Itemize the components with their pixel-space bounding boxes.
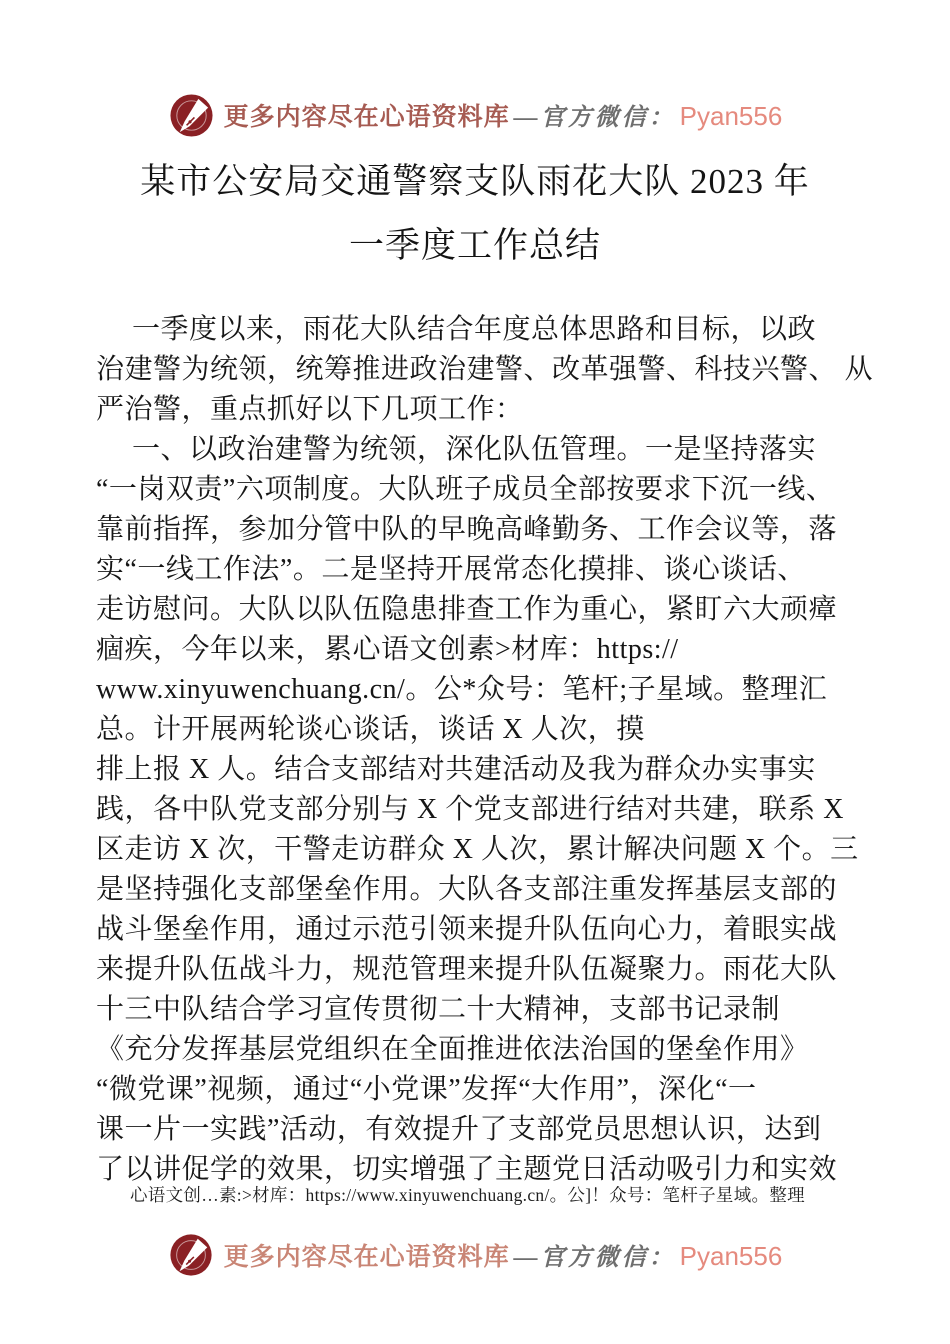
watermark-brand-text: 更多内容尽在心语资料库 <box>223 104 510 131</box>
body-line: 走访慰问。大队以队伍隐患排查工作为重心，紧盯六大顽瘴 <box>96 594 838 625</box>
body-line: “一岗双责”六项制度。大队班子成员全部按要求下沉一线、 <box>96 474 835 505</box>
watermark-label: —官方微信： <box>513 105 676 131</box>
body-line: 了以讲促学的效果，切实增强了主题党日活动吸引力和实效 <box>96 1154 838 1185</box>
watermark-wechat-id: Pyan556 <box>679 1241 783 1271</box>
body-line: 《充分发挥基层党组织在全面推进依法治国的堡垒作用》 <box>96 1034 809 1065</box>
body-line: 治建警为统领，统筹推进政治建警、改革强警、科技兴警、 从 <box>96 354 874 385</box>
pen-logo-icon <box>168 1232 215 1279</box>
body-line: 战斗堡垒作用，通过示范引领来提升队伍向心力，着眼实战 <box>96 914 838 945</box>
body-line: 课一片一实践”活动，有效提升了支部党员思想认识，达到 <box>96 1114 822 1145</box>
body-line: www.xinyuwenchuang.cn/。公*众号：笔杆;子星域。整理汇 <box>96 674 828 705</box>
body-line: 排上报 X 人。结合支部结对共建活动及我为群众办实事实 <box>96 754 816 785</box>
watermark-label: —官方微信： <box>513 1245 676 1271</box>
pen-logo-icon <box>168 92 215 139</box>
header-watermark <box>0 90 950 140</box>
document-body <box>96 310 874 1190</box>
watermark-wechat-id: Pyan556 <box>679 101 783 131</box>
footer-watermark <box>0 1230 950 1280</box>
footer-note: 心语文创…素:>材库：https://www.xinyuwenchuang.cn/。公]！众号：笔杆子星域。整理 <box>130 1185 805 1205</box>
body-line: “微党课”视频，通过“小党课”发挥“大作用”，深化“一 <box>96 1074 757 1105</box>
body-line: 总。计开展两轮谈心谈话，谈话 X 人次，摸 <box>96 714 645 745</box>
title-line-1: 某市公安局交通警察支队雨花大队 2023 年 <box>140 162 810 201</box>
body-line: 是坚持强化支部堡垒作用。大队各支部注重发挥基层支部的 <box>96 874 838 905</box>
body-line: 区走访 X 次，干警走访群众 X 人次，累计解决问题 X 个。三 <box>96 834 859 865</box>
body-line: 严治警，重点抓好以下几项工作： <box>96 394 524 425</box>
body-line: 践，各中队党支部分别与 X 个党支部进行结对共建，联系 X <box>96 794 844 825</box>
body-line: 一、以政治建警为统领，深化队伍管理。一是坚持落实 <box>132 434 817 465</box>
body-line: 一季度以来，雨花大队结合年度总体思路和目标，以政 <box>132 314 817 345</box>
title-line-2: 一季度工作总结 <box>348 226 601 265</box>
body-line: 实“一线工作法”。二是坚持开展常态化摸排、谈心谈话、 <box>96 554 806 585</box>
body-line: 痼疾，今年以来，累心语文创素>材库：https:// <box>96 634 679 665</box>
body-line: 靠前指挥，参加分管中队的早晚高峰勤务、工作会议等，落 <box>96 514 838 545</box>
body-line: 十三中队结合学习宣传贯彻二十大精神，支部书记录制 <box>96 994 781 1025</box>
watermark-brand-text: 更多内容尽在心语资料库 <box>223 1244 510 1271</box>
watermark-text <box>224 97 783 133</box>
body-line: 来提升队伍战斗力，规范管理来提升队伍凝聚力。雨花大队 <box>96 954 838 985</box>
watermark-text <box>224 1237 783 1273</box>
document-title <box>0 150 950 278</box>
